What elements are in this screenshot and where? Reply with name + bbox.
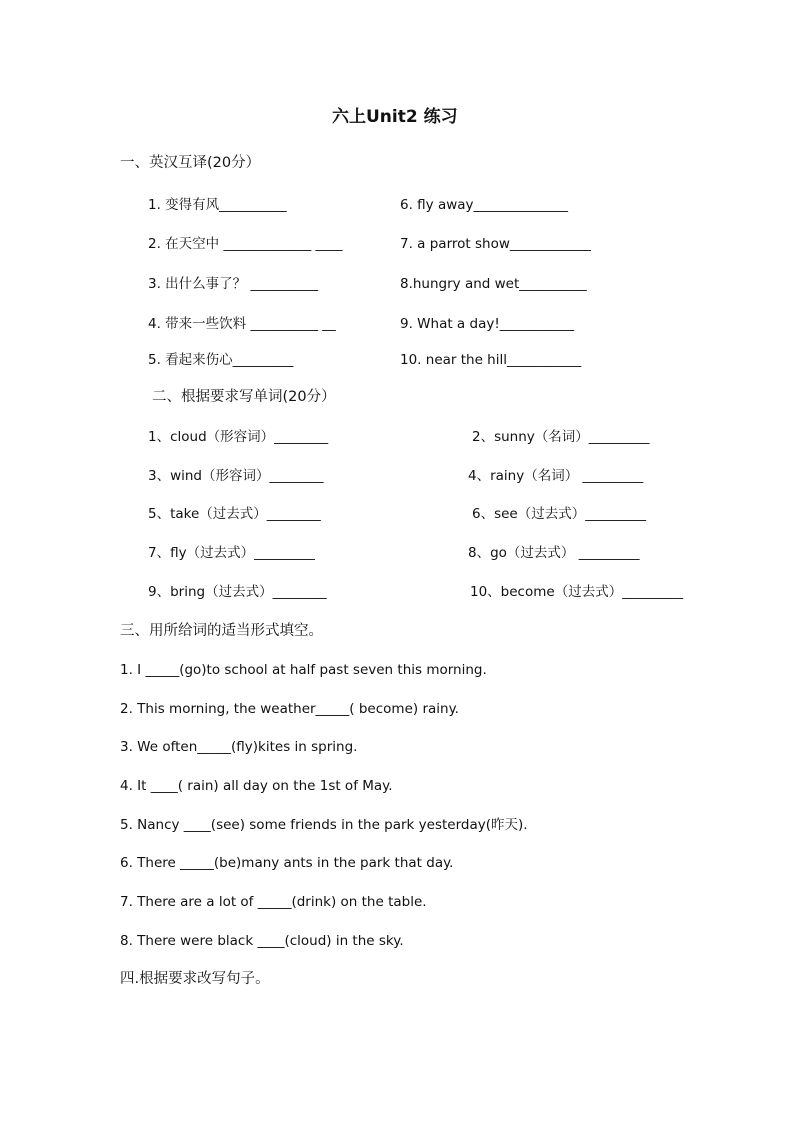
section-2-item-8: 8、go（过去式） _________ xyxy=(468,545,640,561)
section-3-item-5: 5. Nancy ____(see) some friends in the park yesterday(昨天). xyxy=(120,817,528,833)
section-2-item-1: 1、cloud（形容词）________ xyxy=(148,429,329,445)
section-2-item-6: 6、see（过去式）_________ xyxy=(472,506,646,522)
section-1-item-2: 2. 在天空中 _____________ ____ xyxy=(148,236,343,252)
section-2-item-9: 9、bring（过去式）________ xyxy=(148,584,327,600)
section-4-heading: 四.根据要求改写句子。 xyxy=(120,971,270,987)
section-3-item-8: 8. There were black ____(cloud) in the sky. xyxy=(120,933,404,949)
section-1-item-9: 9. What a day!___________ xyxy=(400,316,574,332)
section-2-item-4: 4、rainy（名词） _________ xyxy=(468,468,644,484)
section-1-item-4: 4. 带来一些饮料 __________ __ xyxy=(148,316,336,332)
section-3-item-7: 7. There are a lot of _____(drink) on the table. xyxy=(120,894,427,910)
section-2-item-10: 10、become（过去式）_________ xyxy=(470,584,683,600)
section-1-item-10: 10. near the hill___________ xyxy=(400,352,582,368)
section-1-heading: 一、英汉互译(20分） xyxy=(120,155,261,171)
page-title: 六上Unit2 练习 xyxy=(332,107,458,127)
section-3-item-1: 1. I _____(go)to school at half past seven this morning. xyxy=(120,662,487,678)
section-2-item-2: 2、sunny（名词）_________ xyxy=(472,429,650,445)
section-2-heading: 二、根据要求写单词(20分） xyxy=(152,389,336,405)
section-1-item-6: 6. fly away______________ xyxy=(400,197,569,213)
section-1-item-5: 5. 看起来伤心_________ xyxy=(148,352,294,368)
section-1-item-3: 3. 出什么事了？ __________ xyxy=(148,276,318,292)
section-3-heading: 三、用所给词的适当形式填空。 xyxy=(120,623,323,639)
section-3-item-2: 2. This morning, the weather_____( become) rainy. xyxy=(120,701,459,717)
section-3-item-6: 6. There _____(be)many ants in the park that day. xyxy=(120,855,454,871)
section-3-item-4: 4. It ____( rain) all day on the 1st of May. xyxy=(120,778,393,794)
section-3-item-3: 3. We often_____(fly)kites in spring. xyxy=(120,739,358,755)
section-1-item-7: 7. a parrot show____________ xyxy=(400,236,591,252)
section-1-item-1: 1. 变得有风__________ xyxy=(148,197,287,213)
section-2-item-3: 3、wind（形容词）________ xyxy=(148,468,324,484)
section-2-item-7: 7、fly（过去式）_________ xyxy=(148,545,315,561)
section-2-item-5: 5、take（过去式）________ xyxy=(148,506,321,522)
section-1-item-8: 8.hungry and wet__________ xyxy=(400,276,587,292)
